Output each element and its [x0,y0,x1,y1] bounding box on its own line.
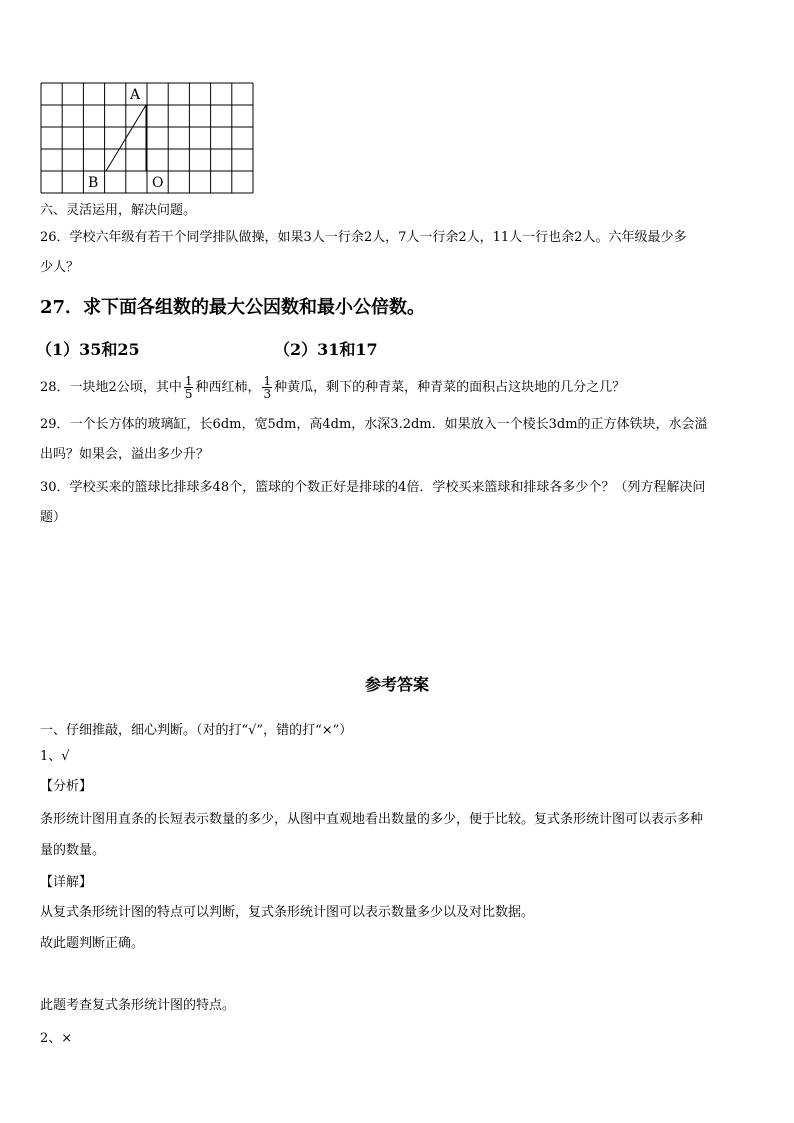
q29-line1: 29．一个长方体的玻璃缸，长6dm，宽5dm，高4dm，水深3.2dm．如果放入一个棱长3dm的正方体铁块，水会溢 [40,417,708,432]
q28 [40,370,625,406]
analysis-label: 【分析】 [40,779,93,794]
detail-line1: 从复式条形统计图的特点可以判断，复式条形统计图可以表示数量多少以及对比数据。 [40,905,535,920]
label-b: B [88,175,99,191]
q29-line2: 出吗？如果会，溢出多少升？ [40,447,210,462]
analysis-line1: 条形统计图用直条的长短表示数量的多少，从图中直观地看出数量的多少，便于比较。复式条形统计图可以表示多种 [40,812,704,827]
q27-title: 27．求下面各组数的最大公因数和最小公倍数。 [40,297,426,318]
answers-title: 参考答案 [364,675,429,694]
q28-part1: 28．一块地2公顷，其中 [40,380,182,395]
q26-line1: 26．学校六年级有若干个同学排队做操，如果3人一行余2人，7人一行余2人，11人一行也余2人。六年级最少多 [40,230,687,245]
fraction-one-fifth: $\frac{1}{5}$ [184,374,193,401]
q27-part2: （2）31和17 [274,340,378,359]
analysis-line2: 量的数量。 [40,843,106,858]
q28-part2: 种西红柿， [195,380,261,395]
label-o: O [152,175,164,191]
section-1-heading: 一、仔细推敲，细心判断。（对的打“√”，错的打“×”） [40,723,353,738]
detail-line2: 故此题判断正确。 [40,936,145,951]
q30-line2: 题） [40,510,67,525]
section-6-heading: 六、灵活运用，解决问题。 [40,203,197,218]
answer-1: 1、√ [40,749,70,764]
note-line: 此题考查复式条形统计图的特点。 [40,998,236,1013]
grid-figure [40,82,256,194]
q28-part3: 种黄瓜，剩下的种青菜，种青菜的面积占这块地的几分之几？ [274,380,626,395]
q27-part1: （1）35和25 [36,340,140,359]
q26-line2: 少人？ [40,260,80,275]
answer-2: 2、× [40,1031,73,1046]
fraction-one-third: $\frac{1}{3}$ [263,374,272,401]
grid-lines [41,83,253,193]
label-a: A [130,87,141,103]
q30-line1: 30．学校买来的篮球比排球多48个，篮球的个数正好是排球的4倍．学校买来篮球和排球各多少个？（列方程解决问 [40,480,706,495]
detail-label: 【详解】 [40,875,93,890]
